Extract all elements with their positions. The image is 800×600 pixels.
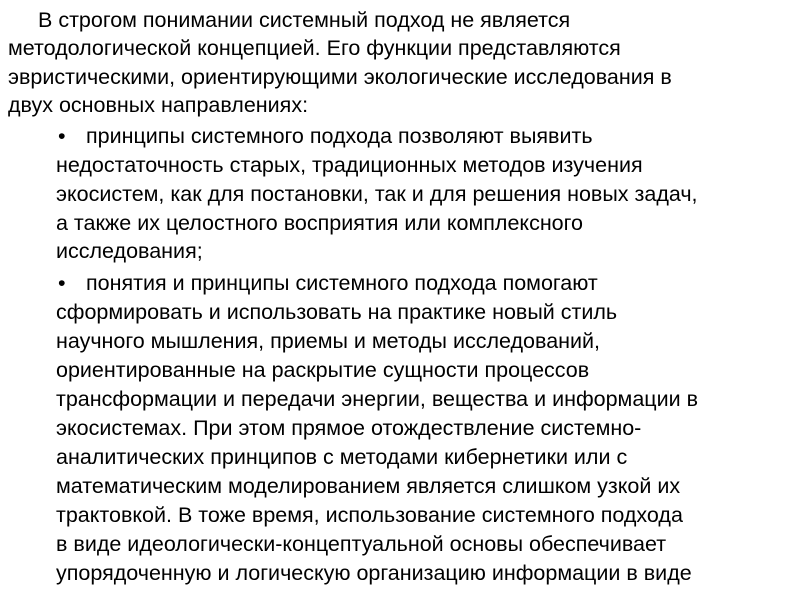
bullet-2-line-2: сформировать и использовать на практике новый стиль [56,300,618,324]
bullet-2-line-8: математическим моделированием является слишком узкой их [56,474,681,498]
bullet-1-line-1: принципы системного подхода позволяют выявить [86,124,593,148]
bullet-2-line-6: экосистемах. При этом прямое отождествление системно- [56,416,642,440]
bullet-2-line-3: научного мышления, приемы и методы исследований, [56,329,601,353]
bullet-1-line-2: недостаточность старых, традиционных методов изучения [56,153,643,177]
intro-line-1: В строгом понимании системный подход не является [38,8,571,32]
bullet-2-line-4: ориентированные на раскрытие сущности процессов [56,358,590,382]
intro-line-3: эвристическими, ориентирующими экологические исследования в [8,65,672,89]
bullet-marker-2: • [58,271,66,295]
bullet-2-line-5: трансформации и передачи энергии, вещества и информации в [56,387,699,411]
bullet-1-line-3: экосистем, как для постановки, так и для решения новых задач, [56,182,698,206]
bullet-2-line-11: упорядоченную и логическую организацию информации в виде [56,561,692,585]
bullet-marker-1: • [58,124,66,148]
bullet-2-line-7: аналитических принципов с методами кибернетики или с [56,445,628,469]
bullet-2-line-1: понятия и принципы системного подхода помогают [86,271,598,295]
bullet-1-line-5: исследования; [56,239,203,263]
bullet-2-line-9: трактовкой. В тоже время, использование системного подхода [56,503,683,527]
bullet-1-line-4: а также их целостного восприятия или комплексного [56,211,583,235]
bullet-2-line-10: в виде идеологически-концептуальной основы обеспечивает [56,532,667,556]
intro-line-2: методологической концепцией. Его функции представляются [8,36,621,60]
intro-line-4: двух основных направлениях: [8,93,309,117]
